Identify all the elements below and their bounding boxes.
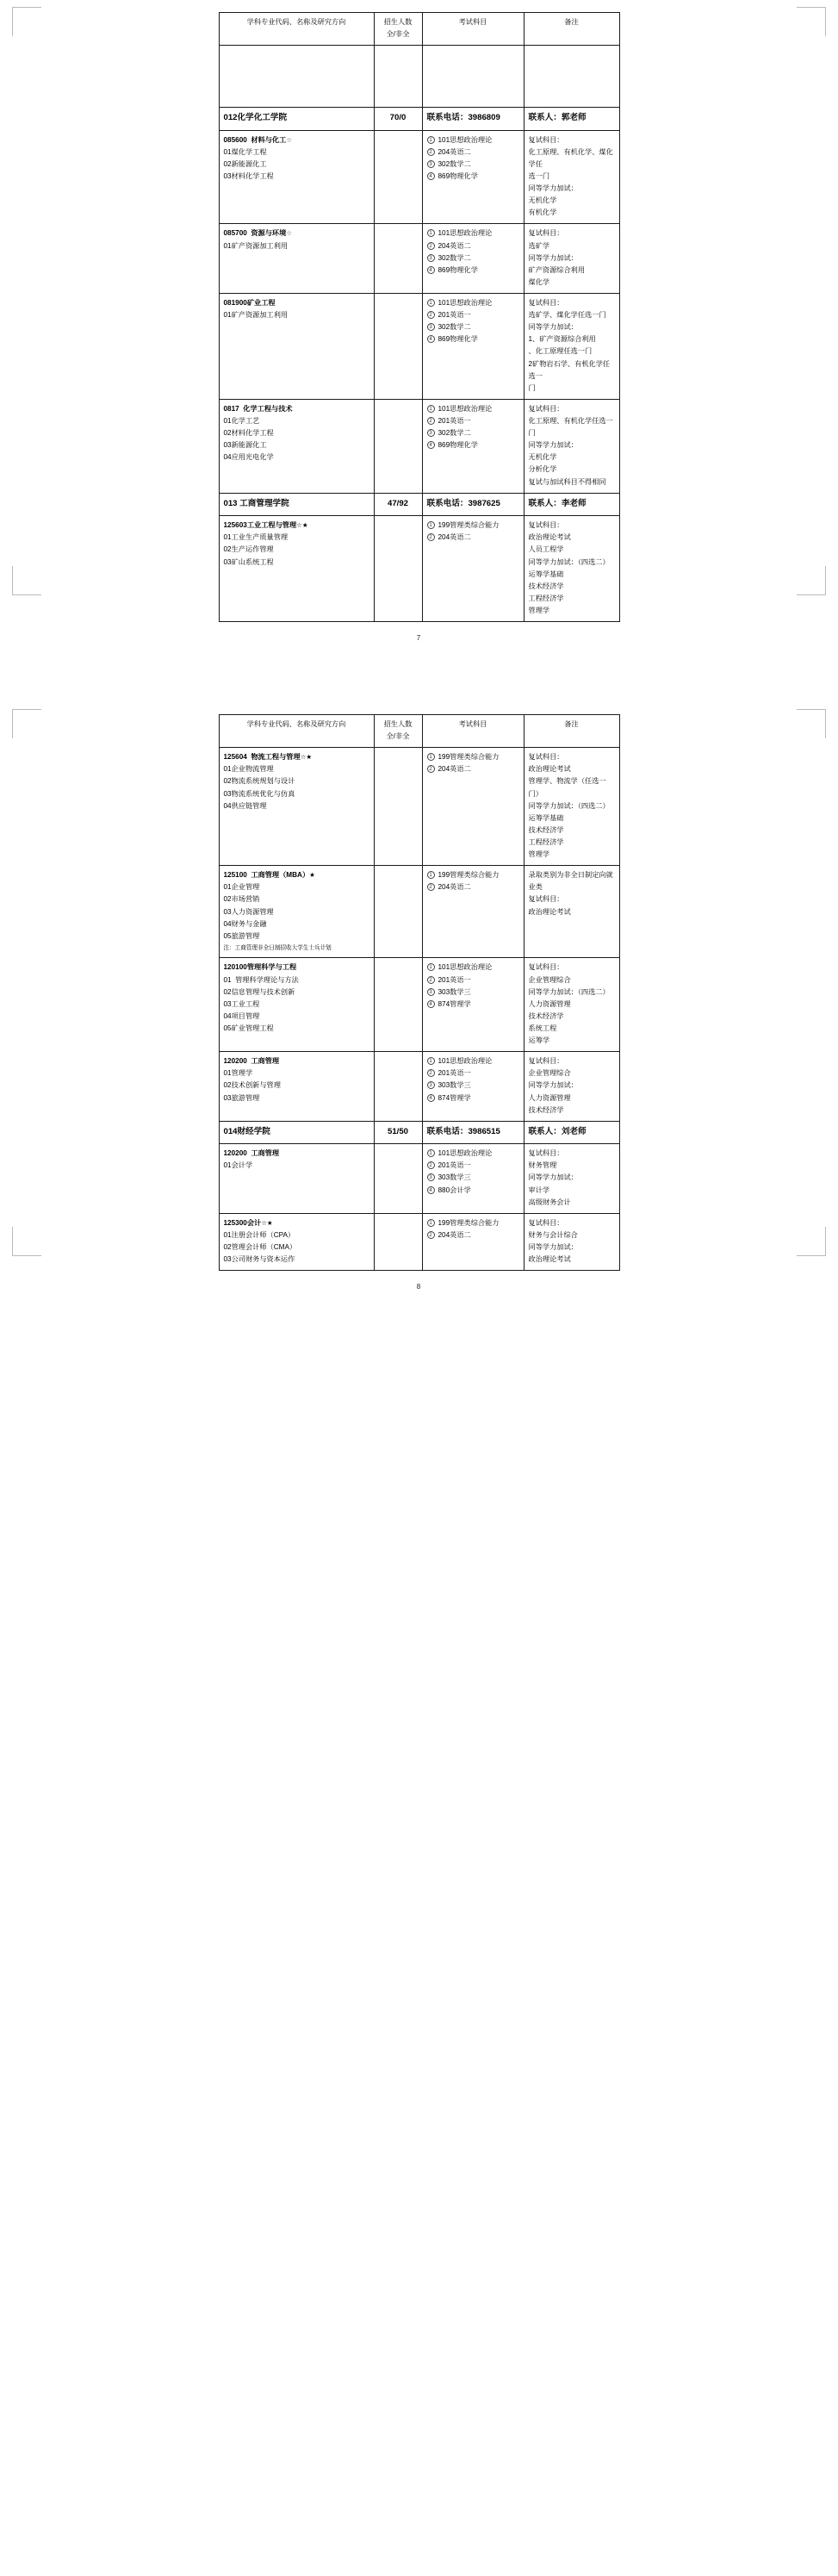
remark-line: 化工原理、有机化学任选一门: [528, 417, 613, 438]
program-quota-cell: [374, 130, 422, 224]
program-remarks-cell: [524, 294, 619, 400]
header-exam-subjects-2: 考试科目: [422, 715, 524, 748]
program-footnote: 注：工商管理非全日制招收大学生士兵计划: [223, 944, 332, 951]
exam-subject: 2 201英语一: [427, 1160, 519, 1172]
subject-index-marker: 1: [427, 299, 435, 307]
program-row: [219, 866, 619, 958]
remark-line: 运筹学基础: [528, 813, 564, 822]
crop-mark-top-left: [12, 7, 41, 36]
subject-index-marker: 1: [427, 963, 435, 971]
program-remarks-cell: [524, 224, 619, 294]
college-section-row: [219, 108, 619, 131]
table-header-row-2: [219, 715, 619, 748]
research-direction: 03材料化学工程: [223, 172, 274, 181]
remark-line: 同等学力加试：（四选二）: [528, 557, 610, 566]
college-name: 013 工商管理学院: [219, 493, 374, 516]
remark-line: 政治理论考试: [528, 533, 571, 542]
remark-line: 复试科目：: [528, 299, 564, 308]
remark-line: 录取类别为非全日制定向就业类: [528, 871, 613, 892]
program-subjects-cell: [422, 224, 524, 294]
program-remarks-cell: [524, 399, 619, 493]
remark-line: 选矿学、煤化学任选一门: [528, 311, 606, 320]
remark-line: 系统工程: [528, 1024, 557, 1032]
remark-line: 审计学: [528, 1185, 550, 1194]
exam-subject: 4 869物理化学: [427, 264, 519, 277]
program-major-name: 125100 工商管理（MBA）★: [223, 871, 315, 880]
remark-line: 同等学力加试：: [528, 1173, 578, 1182]
program-remarks-cell: [524, 1213, 619, 1270]
subject-index-marker: 4: [427, 1186, 435, 1194]
subject-index-marker: 1: [427, 405, 435, 413]
catalog-page-2: [0, 702, 838, 1291]
research-direction: 02新能源化工: [223, 159, 267, 168]
program-row: [219, 224, 619, 294]
remark-line: 同等学力加试：（四选二）: [528, 801, 610, 810]
program-subjects-cell: [422, 399, 524, 493]
remark-line: 复试科目：: [528, 404, 564, 413]
program-major-name: 120100管理科学与工程: [223, 963, 297, 972]
exam-subject: 3 302数学二: [427, 427, 519, 439]
program-discipline-cell: [219, 1052, 374, 1122]
remark-line: 有机化学: [528, 208, 557, 217]
exam-subject: 2 204英语二: [427, 881, 519, 893]
remark-line: 运筹学基础: [528, 569, 564, 578]
program-subjects-cell: [422, 958, 524, 1052]
college-quota: 51/50: [374, 1121, 422, 1144]
exam-subject: 3 303数学三: [427, 1172, 519, 1184]
subject-index-marker: 2: [427, 417, 435, 425]
program-discipline-cell: [219, 224, 374, 294]
remark-line: 化工原理、有机化学、煤化学任: [528, 147, 613, 168]
page-number-2: 8: [416, 1283, 422, 1291]
remark-line: 复试科目：: [528, 229, 564, 238]
header-exam-subjects: 考试科目: [422, 13, 524, 46]
remark-line: 2矿物岩石学、有机化学任选一: [528, 359, 611, 380]
program-subjects-cell: [422, 748, 524, 866]
crop-mark-bottom-right-2: [797, 1227, 826, 1256]
page-number-1: 7: [416, 634, 422, 643]
program-remarks-cell: [524, 130, 619, 224]
remark-line: 技术经济学: [528, 1011, 564, 1020]
program-quota-cell: [374, 294, 422, 400]
header-discipline: 学科专业代码、名称及研究方向: [219, 13, 374, 46]
remark-line: 技术经济学: [528, 825, 564, 834]
exam-subject: 4 869物理化学: [427, 171, 519, 183]
program-row: [219, 1213, 619, 1270]
program-discipline-cell: [219, 1213, 374, 1270]
exam-subject: 4 869物理化学: [427, 333, 519, 345]
program-discipline-cell: [219, 958, 374, 1052]
program-subjects-cell: [422, 516, 524, 622]
program-major-name: 085700 资源与环境☆: [223, 229, 293, 238]
subject-index-marker: 4: [427, 172, 435, 180]
exam-subject: 1 199管理类综合能力: [427, 869, 519, 881]
research-direction: 01会计学: [223, 1161, 253, 1170]
remark-line: 同等学力加试：（四选二）: [528, 987, 610, 996]
remark-line: 复试科目：: [528, 521, 564, 530]
research-direction: 04应用光电化学: [223, 453, 274, 462]
program-row: [219, 1144, 619, 1214]
exam-subject: 2 204英语二: [427, 532, 519, 544]
header-quota-line2: 全/非全: [386, 30, 410, 39]
remark-line: 人员工程学: [528, 545, 564, 554]
subject-index-marker: 4: [427, 1094, 435, 1102]
research-direction: 01矿产资源加工利用: [223, 311, 289, 320]
remark-line: 管理学、物流学（任选一门）: [528, 777, 606, 798]
subject-index-marker: 3: [427, 1081, 435, 1089]
subject-index-marker: 1: [427, 1219, 435, 1227]
program-row: [219, 399, 619, 493]
remark-line: 政治理论考试: [528, 907, 571, 916]
research-direction: 02管理会计师（CMA）: [223, 1243, 297, 1252]
crop-mark-bottom-left: [12, 566, 41, 595]
subject-index-marker: 2: [427, 148, 435, 156]
subject-index-marker: 3: [427, 429, 435, 437]
program-row: [219, 748, 619, 866]
admissions-table-page1: [219, 12, 620, 622]
remark-line: 政治理论考试: [528, 765, 571, 774]
research-direction: 01企业管理: [223, 883, 260, 892]
remark-line: 复试科目：: [528, 1149, 564, 1158]
college-contact: 联系人：李老师: [524, 493, 619, 516]
exam-subject: 2 201英语一: [427, 974, 519, 986]
program-row: [219, 516, 619, 622]
program-subjects-cell: [422, 294, 524, 400]
remark-line: 复试科目：: [528, 1057, 564, 1066]
exam-subject: 1 199管理类综合能力: [427, 1217, 519, 1229]
subject-index-marker: 2: [427, 1161, 435, 1169]
exam-subject: 1 101思想政治理论: [427, 961, 519, 974]
subject-index-marker: 1: [427, 1057, 435, 1065]
subject-index-marker: 4: [427, 1000, 435, 1008]
college-contact: 联系人：刘老师: [524, 1121, 619, 1144]
research-direction: 01工业生产质量管理: [223, 533, 289, 542]
exam-subject: 4 874管理学: [427, 999, 519, 1011]
research-direction: 01矿产资源加工利用: [223, 241, 289, 250]
subject-index-marker: 2: [427, 1231, 435, 1239]
college-phone: 联系电话：3986515: [422, 1121, 524, 1144]
program-discipline-cell: [219, 516, 374, 622]
program-discipline-cell: [219, 294, 374, 400]
exam-subject: 2 204英语二: [427, 146, 519, 159]
header-quota-line2-2: 全/非全: [386, 732, 410, 741]
program-subjects-cell: [422, 1052, 524, 1122]
table-row-blank: [219, 46, 619, 108]
research-direction: 02技术创新与管理: [223, 1081, 281, 1090]
research-direction: 03物流系统优化与仿真: [223, 789, 295, 798]
catalog-page-1: [0, 0, 838, 642]
subject-index-marker: 2: [427, 242, 435, 250]
subject-index-marker: 1: [427, 136, 435, 144]
subject-index-marker: 4: [427, 335, 435, 343]
remark-line: 复试科目：: [528, 895, 564, 904]
table-header-row: [219, 13, 619, 46]
remark-line: 技术经济学: [528, 1105, 564, 1114]
program-row: [219, 1052, 619, 1122]
subject-index-marker: 2: [427, 765, 435, 773]
program-major-name: 120200 工商管理: [223, 1149, 280, 1158]
remark-line: 煤化学: [528, 277, 550, 286]
exam-subject: 2 204英语二: [427, 763, 519, 775]
program-star-marker: ☆: [286, 229, 293, 238]
remark-line: 矿产资源综合利用: [528, 265, 586, 274]
remark-line: 管理学: [528, 850, 550, 859]
exam-subject: 1 199管理类综合能力: [427, 751, 519, 763]
crop-mark-bottom-left-2: [12, 1227, 41, 1256]
subject-index-marker: 3: [427, 254, 435, 262]
program-discipline-cell: [219, 1144, 374, 1214]
exam-subject: 1 199管理类综合能力: [427, 520, 519, 532]
research-direction: 03矿山系统工程: [223, 557, 274, 566]
program-remarks-cell: [524, 1052, 619, 1122]
research-direction: 04供应链管理: [223, 801, 267, 810]
crop-mark-bottom-right: [797, 566, 826, 595]
remark-line: 无机化学: [528, 196, 557, 205]
program-quota-cell: [374, 224, 422, 294]
exam-subject: 2 201英语一: [427, 415, 519, 427]
program-remarks-cell: [524, 1144, 619, 1214]
header-remarks: 备注: [524, 13, 619, 46]
subject-index-marker: 1: [427, 871, 435, 879]
college-section-row: [219, 1121, 619, 1144]
research-direction: 01化学工艺: [223, 417, 260, 426]
program-subjects-cell: [422, 1213, 524, 1270]
subject-index-marker: 1: [427, 753, 435, 761]
subject-index-marker: 1: [427, 1149, 435, 1157]
exam-subject: 3 303数学三: [427, 986, 519, 999]
research-direction: 03人力资源管理: [223, 907, 274, 916]
exam-subject: 2 204英语二: [427, 1229, 519, 1241]
remark-line: 人力资源管理: [528, 1093, 571, 1102]
college-phone: 联系电话：3987625: [422, 493, 524, 516]
research-direction: 01管理学: [223, 1069, 253, 1078]
remark-line: 工程经济学: [528, 594, 564, 602]
research-direction: 03工业工程: [223, 999, 260, 1008]
research-direction: 01煤化学工程: [223, 147, 267, 156]
research-direction: 05旅游管理: [223, 931, 260, 940]
exam-subject: 2 204英语二: [427, 240, 519, 252]
program-star-marker: ☆★: [261, 1218, 273, 1227]
program-quota-cell: [374, 1052, 422, 1122]
exam-subject: 1 101思想政治理论: [427, 403, 519, 415]
program-major-name: 081900矿业工程: [223, 299, 276, 308]
program-quota-cell: [374, 748, 422, 866]
college-contact: 联系人：郭老师: [524, 108, 619, 131]
program-row: [219, 294, 619, 400]
subject-index-marker: 3: [427, 988, 435, 996]
college-quota: 47/92: [374, 493, 422, 516]
research-direction: 01 管理科学理论与方法: [223, 975, 299, 984]
exam-subject: 1 101思想政治理论: [427, 1055, 519, 1067]
remark-line: 同等学力加试：: [528, 441, 578, 450]
remark-line: 复试科目：: [528, 963, 564, 972]
subject-index-marker: 2: [427, 311, 435, 319]
remark-line: 同等学力加试：: [528, 253, 578, 262]
research-direction: 03旅游管理: [223, 1093, 260, 1102]
header-quota-line1: 招生人数: [383, 18, 413, 26]
research-direction: 05矿业管理工程: [223, 1024, 274, 1032]
subject-index-marker: 3: [427, 160, 435, 168]
research-direction: 04财务与金融: [223, 919, 267, 928]
research-direction: 02信息管理与技术创新: [223, 987, 295, 996]
research-direction: 01企业物流管理: [223, 765, 274, 774]
remark-line: 门: [528, 383, 536, 392]
research-direction: 02市场营销: [223, 895, 260, 904]
research-direction: 01注册会计师（CPA）: [223, 1230, 295, 1239]
subject-index-marker: 2: [427, 883, 435, 891]
program-discipline-cell: [219, 866, 374, 958]
program-subjects-cell: [422, 1144, 524, 1214]
remark-line: 财务与会计综合: [528, 1230, 578, 1239]
page-separator: [0, 642, 838, 702]
program-star-marker: ★: [309, 871, 315, 880]
remark-line: 企业管理综合: [528, 1069, 571, 1078]
subject-index-marker: 2: [427, 976, 435, 984]
subject-index-marker: 1: [427, 521, 435, 529]
exam-subject: 3 302数学二: [427, 159, 519, 171]
program-star-marker: ☆★: [300, 753, 313, 762]
exam-subject: 3 303数学三: [427, 1080, 519, 1092]
program-quota-cell: [374, 866, 422, 958]
remark-line: 人力资源管理: [528, 999, 571, 1008]
remark-line: 技术经济学: [528, 582, 564, 590]
remark-line: 财务管理: [528, 1161, 557, 1170]
program-major-name: 0817 化学工程与技术: [223, 404, 293, 413]
remark-line: 运筹学: [528, 1036, 550, 1045]
program-quota-cell: [374, 399, 422, 493]
program-major-name: 120200 工商管理: [223, 1057, 280, 1066]
program-major-name: 125604 物流工程与管理☆★: [223, 753, 313, 762]
exam-subject: 4 869物理化学: [427, 439, 519, 451]
program-subjects-cell: [422, 130, 524, 224]
subject-index-marker: 1: [427, 229, 435, 237]
program-subjects-cell: [422, 866, 524, 958]
remark-line: 同等学力加试：: [528, 1243, 578, 1252]
research-direction: 02物流系统规划与设计: [223, 777, 295, 786]
exam-subject: 3 302数学二: [427, 321, 519, 333]
college-phone: 联系电话：3986809: [422, 108, 524, 131]
exam-subject: 1 101思想政治理论: [427, 227, 519, 240]
table-content-page2: [219, 748, 619, 1271]
program-major-name: 085600 材料与化工☆: [223, 135, 293, 144]
program-major-name: 125603工业工程与管理☆★: [223, 521, 308, 530]
blank-cell-discipline: [219, 46, 374, 108]
table-content-page1: [219, 108, 619, 622]
blank-cell-remarks: [524, 46, 619, 108]
program-star-marker: ☆★: [296, 521, 308, 530]
program-major-name: 125300会计☆★: [223, 1218, 273, 1227]
program-remarks-cell: [524, 748, 619, 866]
remark-line: 管理学: [528, 606, 550, 614]
remark-line: 企业管理综合: [528, 975, 571, 984]
remark-line: 同等学力加试：: [528, 184, 578, 193]
remark-line: 分析化学: [528, 465, 557, 474]
program-quota-cell: [374, 516, 422, 622]
exam-subject: 2 201英语一: [427, 1067, 519, 1080]
program-remarks-cell: [524, 866, 619, 958]
program-discipline-cell: [219, 399, 374, 493]
subject-index-marker: 3: [427, 1173, 435, 1181]
blank-cell-subjects: [422, 46, 524, 108]
program-remarks-cell: [524, 958, 619, 1052]
subject-index-marker: 3: [427, 323, 435, 331]
college-name: 012化学化工学院: [219, 108, 374, 131]
blank-cell-quota: [374, 46, 422, 108]
remark-line: 复试与加试科目不得相同: [528, 477, 606, 486]
program-quota-cell: [374, 1213, 422, 1270]
remark-line: 高级财务会计: [528, 1198, 571, 1206]
research-direction: 02生产运作管理: [223, 545, 274, 554]
program-star-marker: ☆: [286, 135, 293, 144]
remark-line: 、化工原理任选一门: [528, 347, 593, 356]
remark-line: 无机化学: [528, 453, 557, 462]
program-row: [219, 130, 619, 224]
header-discipline-2: 学科专业代码、名称及研究方向: [219, 715, 374, 748]
program-remarks-cell: [524, 516, 619, 622]
header-quota-2: [374, 715, 422, 748]
program-quota-cell: [374, 958, 422, 1052]
remark-line: 选一门: [528, 172, 550, 181]
college-section-row: [219, 493, 619, 516]
remark-line: 同等学力加试：: [528, 1081, 578, 1090]
college-quota: 70/0: [374, 108, 422, 131]
subject-index-marker: 4: [427, 441, 435, 449]
program-row: [219, 958, 619, 1052]
subject-index-marker: 2: [427, 1069, 435, 1077]
program-discipline-cell: [219, 748, 374, 866]
exam-subject: 3 302数学二: [427, 252, 519, 264]
remark-line: 同等学力加试：: [528, 323, 578, 332]
program-quota-cell: [374, 1144, 422, 1214]
research-direction: 03公司财务与资本运作: [223, 1255, 295, 1264]
exam-subject: 4 874管理学: [427, 1092, 519, 1104]
header-quota-line1-2: 招生人数: [383, 720, 413, 729]
remark-line: 1、矿产资源综合利用: [528, 335, 596, 344]
remark-line: 复试科目：: [528, 753, 564, 762]
crop-mark-top-right: [797, 7, 826, 36]
header-remarks-2: 备注: [524, 715, 619, 748]
remark-line: 政治理论考试: [528, 1255, 571, 1264]
subject-index-marker: 2: [427, 533, 435, 541]
research-direction: 04项目管理: [223, 1011, 260, 1020]
exam-subject: 1 101思想政治理论: [427, 1148, 519, 1160]
header-quota: [374, 13, 422, 46]
exam-subject: 1 101思想政治理论: [427, 297, 519, 309]
remark-line: 工程经济学: [528, 838, 564, 847]
remark-line: 选矿学: [528, 241, 550, 250]
subject-index-marker: 4: [427, 266, 435, 274]
admissions-table-page2: [219, 714, 620, 1271]
crop-mark-top-left-2: [12, 709, 41, 738]
exam-subject: 4 880会计学: [427, 1185, 519, 1197]
crop-mark-top-right-2: [797, 709, 826, 738]
research-direction: 03新能源化工: [223, 441, 267, 450]
research-direction: 02材料化学工程: [223, 429, 274, 438]
table-body-page1: [219, 46, 619, 108]
remark-line: 复试科目：: [528, 1218, 564, 1227]
exam-subject: 2 201英语一: [427, 309, 519, 321]
remark-line: 复试科目：: [528, 135, 564, 144]
program-discipline-cell: [219, 130, 374, 224]
college-name: 014财经学院: [219, 1121, 374, 1144]
exam-subject: 1 101思想政治理论: [427, 134, 519, 146]
